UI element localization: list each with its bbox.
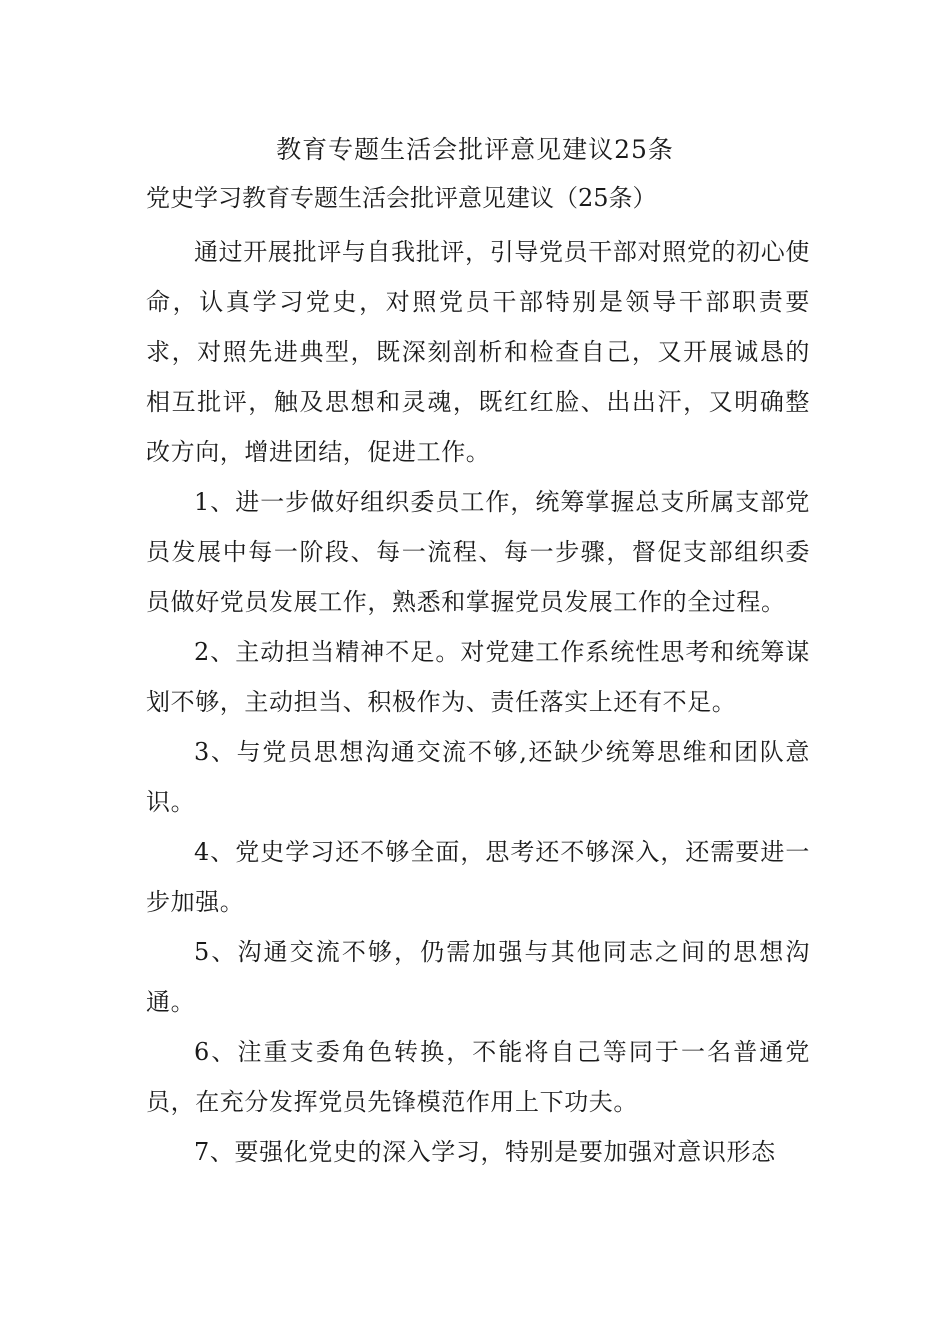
- item-paragraph-2: 2、主动担当精神不足。对党建工作系统性思考和统筹谋划不够，主动担当、积极作为、责任落实上还有不足。: [146, 638, 810, 716]
- item-paragraph-6: 6、注重支委角色转换，不能将自己等同于一名普通党员，在充分发挥党员先锋模范作用上下功夫。: [146, 1038, 810, 1116]
- document-body: [146, 227, 810, 1177]
- item-paragraph-7: 7、要强化党史的深入学习，特别是要加强对意识形态: [194, 1138, 776, 1166]
- intro-paragraph: 通过开展批评与自我批评，引导党员干部对照党的初心使命，认真学习党史，对照党员干部特别是领导干部职责要求，对照先进典型，既深刻剖析和检查自己，又开展诚恳的相互批评，触及思想和灵魂，既红红脸、出出汗，又明确整改方向，增进团结，促进工作。: [146, 238, 810, 466]
- document-title: 教育专题生活会批评意见建议25条: [276, 135, 674, 164]
- item-paragraph-5: 5、沟通交流不够，仍需加强与其他同志之间的思想沟通。: [146, 938, 810, 1016]
- item-paragraph-4: 4、党史学习还不够全面，思考还不够深入，还需要进一步加强。: [146, 838, 810, 916]
- item-paragraph-1: 1、进一步做好组织委员工作，统筹掌握总支所属支部党员发展中每一阶段、每一流程、每一步骤，督促支部组织委员做好党员发展工作，熟悉和掌握党员发展工作的全过程。: [146, 488, 810, 616]
- item-paragraph-3: 3、与党员思想沟通交流不够,还缺少统筹思维和团队意识。: [146, 738, 810, 816]
- document-subtitle: 党史学习教育专题生活会批评意见建议（25条）: [146, 184, 657, 212]
